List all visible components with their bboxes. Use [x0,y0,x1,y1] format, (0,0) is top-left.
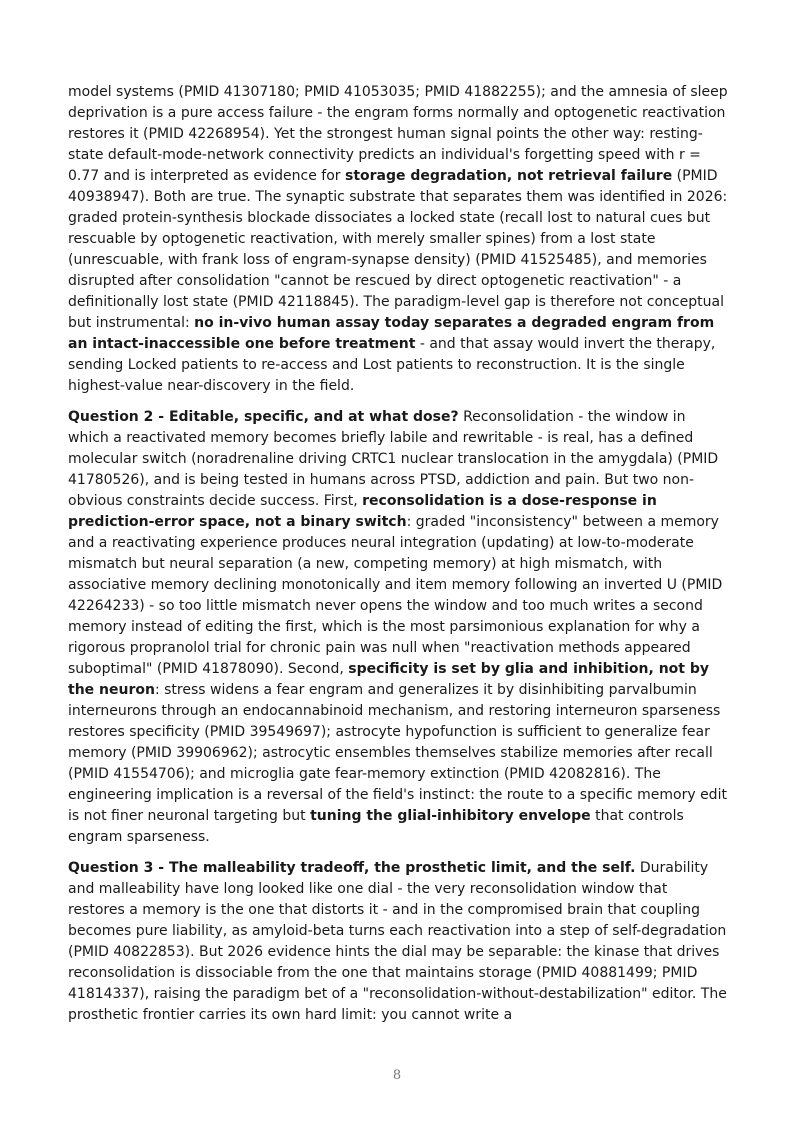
text-segment: - and that assay would invert the therapy, sending Locked patients to re-access and Lost patients to reconstruction. It is the single highest-value near-discovery in the field. [68,336,716,394]
emphasis-specificity-glia: specificity is set by glia and inhibition, not by the neuron [68,661,709,698]
paragraph-question-3 [68,858,728,1026]
emphasis-dose-response: reconsolidation is a dose-response in prediction-error space, not a binary switch [68,493,657,530]
text-segment: (PMID 40938947). Both are true. The synaptic substrate that separates them was identified in 2026: graded protein-synthesis blockade dissociates a locked state (recall lost to natural cues but rescuable by optogenetic reactivation, with merely smaller spines) from a lost state (unrescuable, with frank loss of engram-synapse density) (PMID 41525485), and memories disrupted after consolidation "cannot be rescued by direct optogenetic reactivation" - a definitionally lost state (PMID 42118845). The paradigm-level gap is therefore not conceptual but instrumental: [68,168,728,331]
text-segment: model systems (PMID 41307180; PMID 41053035; PMID 41882255); and the amnesia of sleep deprivation is a pure access failure - the engram forms normally and optogenetic reactivation restores it (PMID 42268954). Yet the strongest human signal points the other way: resting-state default-mode-network connectivity predicts an individual's forgetting speed with r = 0.77 and is interpreted as evidence for [68,84,728,184]
emphasis-glial-inhibitory-envelope: tuning the glial-inhibitory envelope [310,808,591,824]
paragraph-engram-access [68,82,728,397]
emphasis-no-in-vivo-assay: no in-vivo human assay today separates a degraded engram from an intact-inaccessible one before treatment [68,315,715,352]
text-segment: : stress widens a fear engram and generalizes it by disinhibiting parvalbumin interneurons through an endocannabinoid mechanism, and restoring interneuron sparseness restores specificity (PMID 39549697); astrocyte hypofunction is sufficient to generalize fear memory (PMID 39906962); astrocytic ensembles themselves stabilize memories after recall (PMID 41554706); and microglia gate fear-memory extinction (PMID 42082816). The engineering implication is a reversal of the field's instinct: the route to a specific memory edit is not finer neuronal targeting but [68,682,727,824]
paragraph-question-2 [68,407,728,848]
text-segment: Durability and malleability have long looked like one dial - the very reconsolidation window that restores a memory is the one that distorts it - and in the compromised brain that coupling becomes pure liability, as amyloid-beta turns each reactivation into a step of self-degradation (PMID 40822853). But 2026 evidence hints the dial may be separable: the kinase that drives reconsolidation is dissociable from the one that maintains storage (PMID 40881499; PMID 41814337), raising the paradigm bet of a "reconsolidation-without-destabilization" editor. The prosthetic frontier carries its own hard limit: you cannot write a [68,860,727,1023]
text-segment: Reconsolidation - the window in which a reactivated memory becomes briefly labile and rewritable - is real, has a defined molecular switch (noradrenaline driving CRTC1 nuclear translocation in the amygdala) (PMID 41780526), and is being tested in humans across PTSD, addiction and pain. But two non-obvious constraints decide success. First, [68,409,719,509]
question-3-heading: Question 3 - The malleability tradeoff, the prosthetic limit, and the self. [68,860,636,876]
text-segment: that controls engram sparseness. [68,808,684,845]
text-segment: : graded "inconsistency" between a memory and a reactivating experience produces neural integration (updating) at low-to-moderate mismatch but neural separation (a new, competing memory) at high mismatch, with associative memory declining monotonically and item memory following an inverted U (PMID 42264233) - so too little mismatch never opens the window and too much writes a second memory instead of editing the first, which is the most parsimonious explanation for why a rigorous propranolol trial for chronic pain was null when "reactivation methods appeared suboptimal" (PMID 41878090). Second, [68,514,723,677]
document-body [68,82,728,1036]
emphasis-storage-degradation: storage degradation, not retrieval failure [345,168,673,184]
question-2-heading: Question 2 - Editable, specific, and at what dose? [68,409,459,425]
page-number: 8 [392,1068,402,1083]
